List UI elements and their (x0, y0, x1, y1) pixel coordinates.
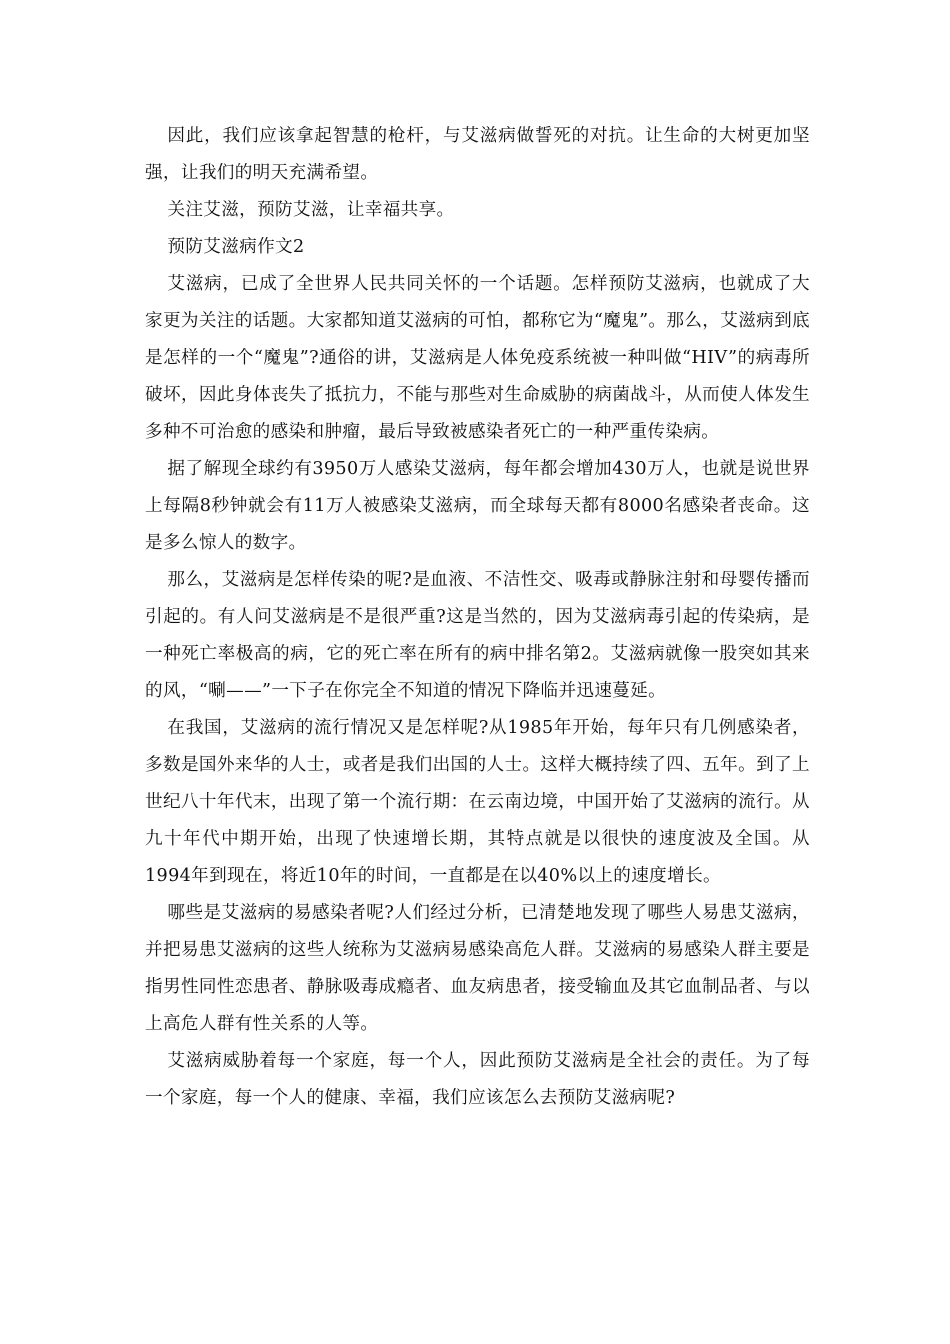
paragraph-risk-groups: 哪些是艾滋病的易感染者呢?人们经过分析，已清楚地发现了哪些人易患艾滋病，并把易患艾滋病的这些人统称为艾滋病易感染高危人群。艾滋病的易感染人群主要是指男性同性恋患者、静脉吸毒成瘾者、血友病患者，接受输血及其它血制品者、与以上高危人群有性关系的人等。 (145, 903, 810, 1034)
document-body (145, 118, 810, 1117)
paragraph-intro: 艾滋病，已成了全世界人民共同关怀的一个话题。怎样预防艾滋病，也就成了大家更为关注的话题。大家都知道艾滋病的可怕，都称它为“魔鬼”。那么，艾滋病到底是怎样的一个“魔鬼”?通俗的讲，艾滋病是人体免疫系统被一种叫做“HIV”的病毒所破坏，因此身体丧失了抵抗力，不能与那些对生命威胁的病菌战斗，从而使人体发生多种不可治愈的感染和肿瘤，最后导致被感染者死亡的一种严重传染病。 (145, 274, 810, 442)
paragraph-statistics: 据了解现全球约有3950万人感染艾滋病，每年都会增加430万人，也就是说世界上每隔8秒钟就会有11万人被感染艾滋病，而全球每天都有8000名感染者丧命。这是多么惊人的数字。 (145, 459, 810, 553)
paragraph-responsibility: 艾滋病威胁着每一个家庭，每一个人，因此预防艾滋病是全社会的责任。为了每一个家庭，每一个人的健康、幸福，我们应该怎么去预防艾滋病呢? (145, 1051, 810, 1108)
paragraph-slogan: 关注艾滋，预防艾滋，让幸福共享。 (167, 200, 455, 220)
paragraph-china-history: 在我国，艾滋病的流行情况又是怎样呢?从1985年开始，每年只有几例感染者，多数是国外来华的人士，或者是我们出国的人士。这样大概持续了四、五年。到了上世纪八十年代末，出现了第一个流行期：在云南边境，中国开始了艾滋病的流行。从九十年代中期开始，出现了快速增长期，其特点就是以很快的速度波及全国。从1994年到现在，将近10年的时间，一直都是在以40%以上的速度增长。 (145, 718, 810, 886)
essay-heading: 预防艾滋病作文2 (167, 237, 305, 257)
paragraph-transmission: 那么，艾滋病是怎样传染的呢?是血液、不洁性交、吸毒或静脉注射和母婴传播而引起的。有人问艾滋病是不是很严重?这是当然的，因为艾滋病毒引起的传染病，是一种死亡率极高的病，它的死亡率在所有的病中排名第2。艾滋病就像一股突如其来的风，“唰——”一下子在你完全不知道的情况下降临并迅速蔓延。 (145, 570, 810, 701)
paragraph-conclusion: 因此，我们应该拿起智慧的枪杆，与艾滋病做誓死的对抗。让生命的大树更加坚强，让我们的明天充满希望。 (145, 126, 810, 183)
